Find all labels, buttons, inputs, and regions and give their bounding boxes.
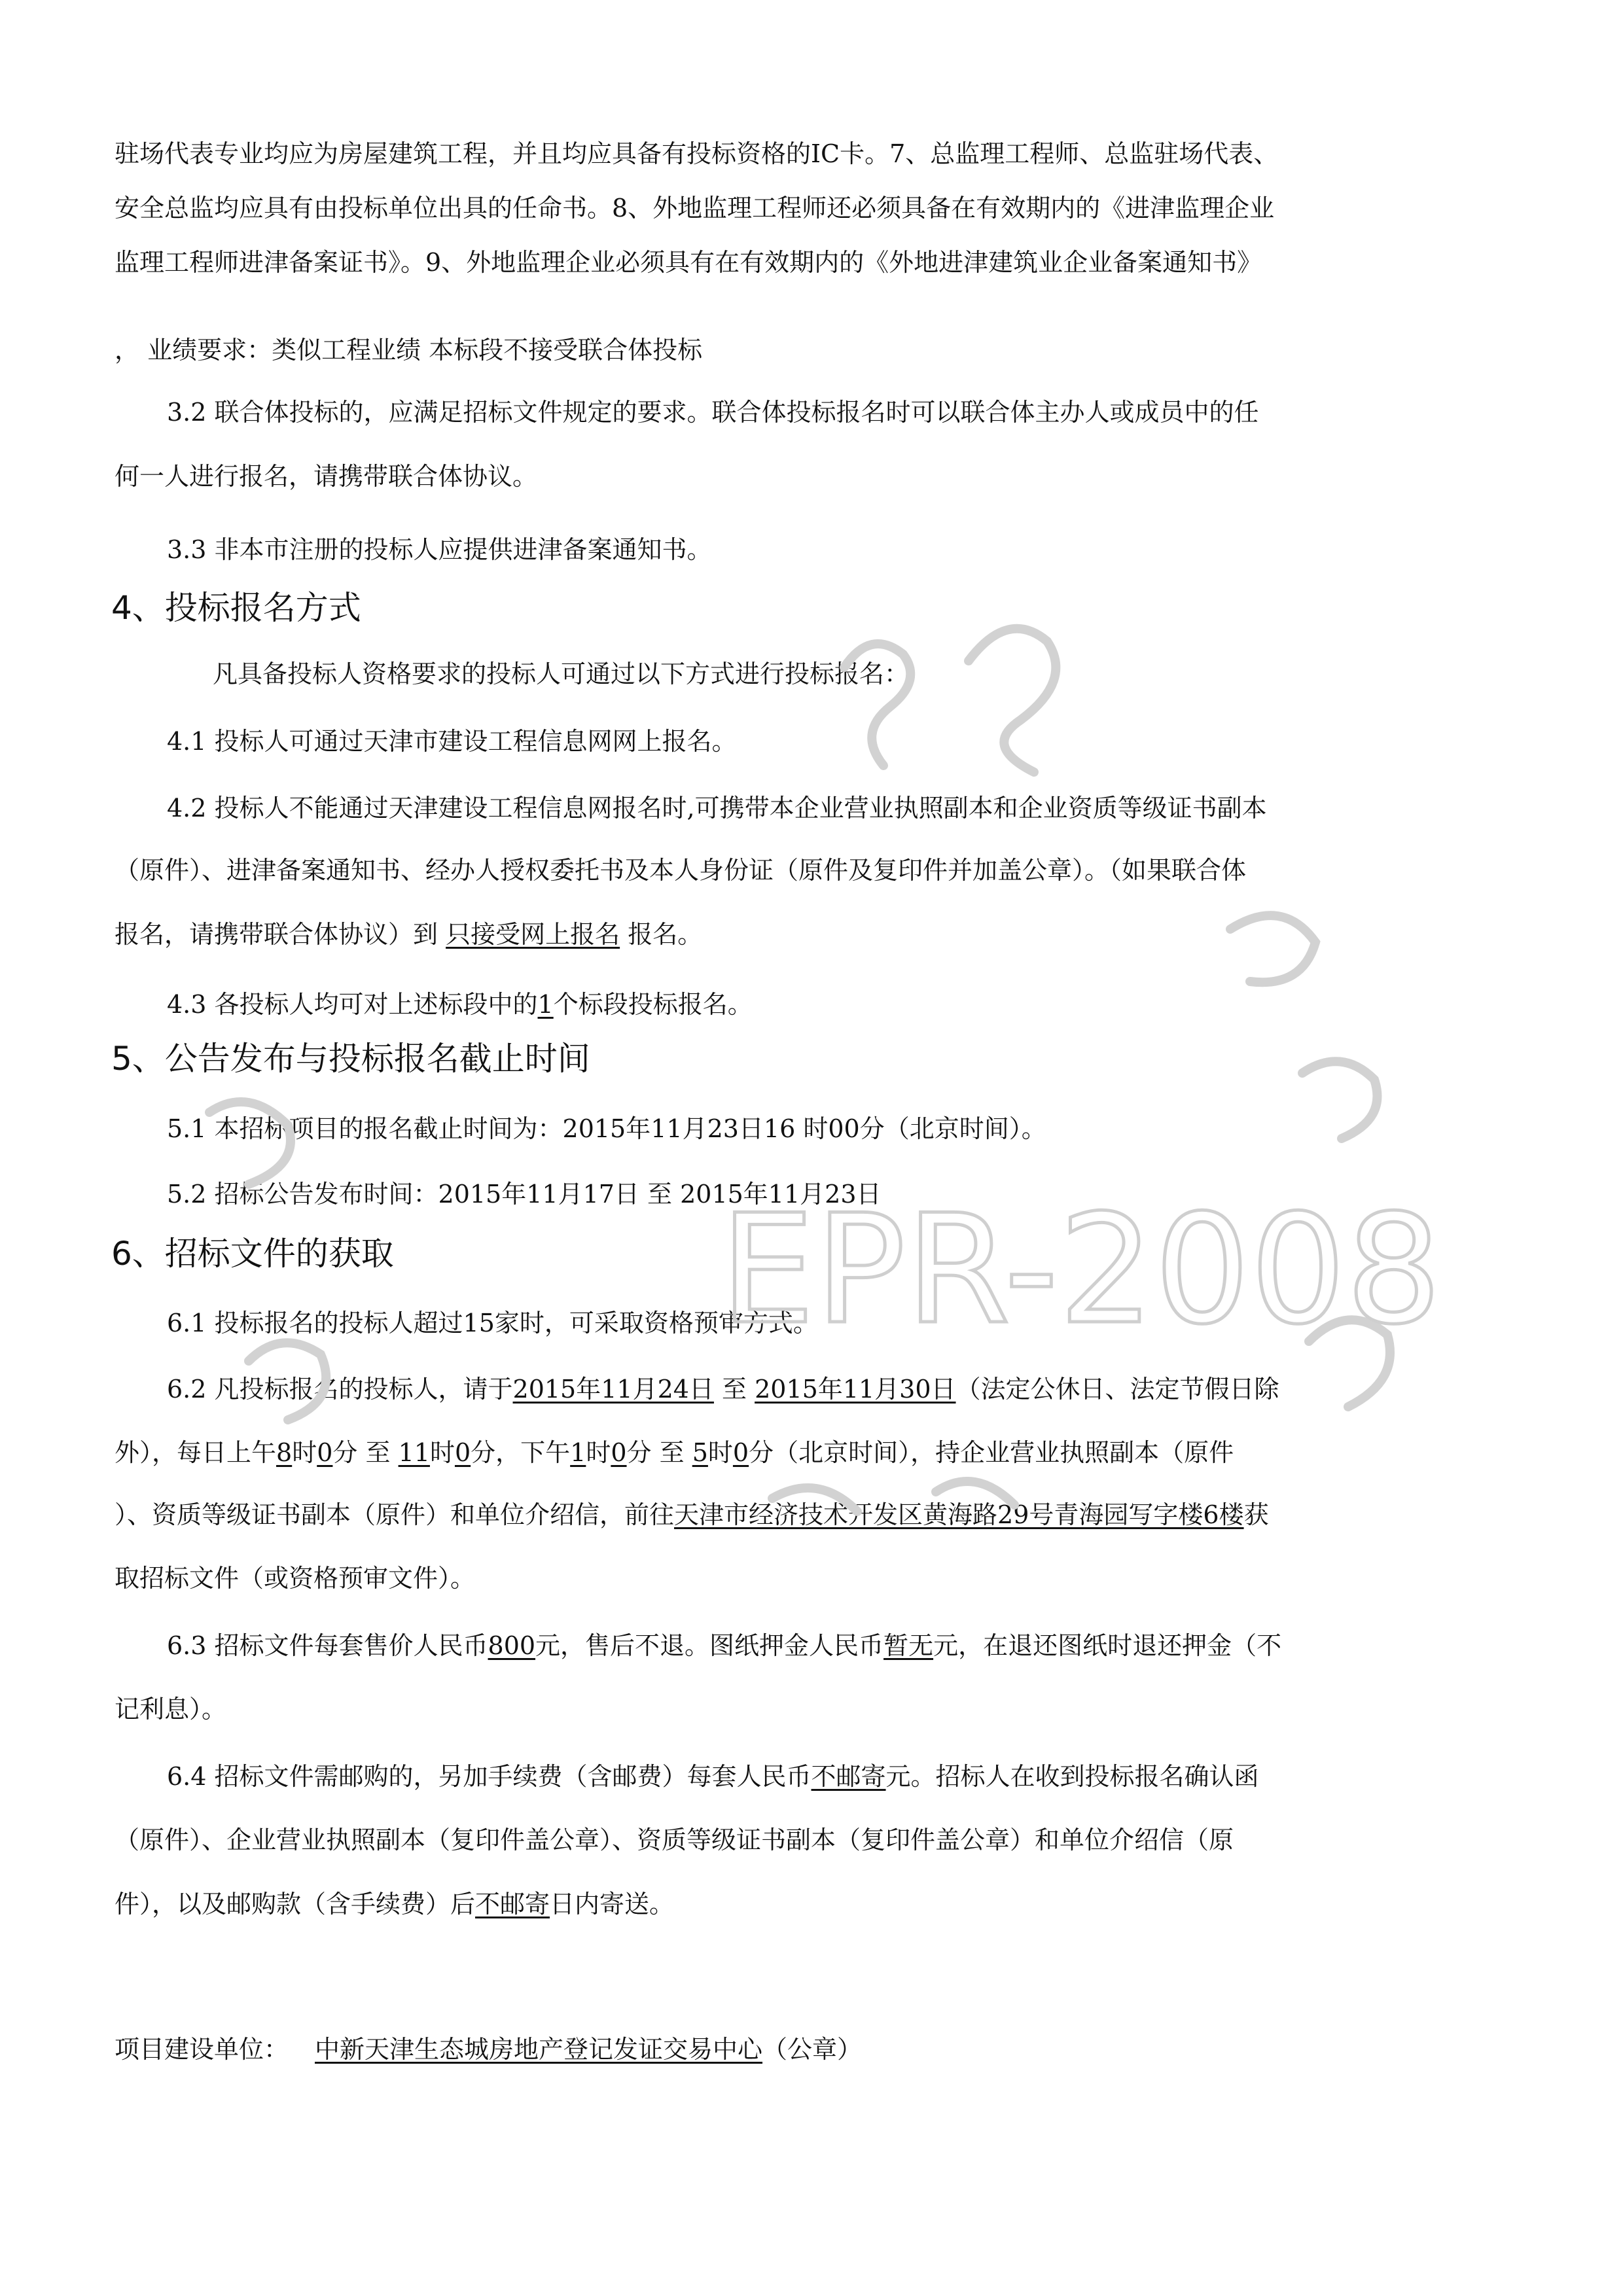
para-3-2-line-2: 何一人进行报名，请携带联合体协议。 [115,462,538,491]
text: 分（北京时间），持企业营业执照副本（原件 [749,1438,1234,1467]
text: 外），每日上午 [115,1438,277,1467]
para-6-2-line-1 [167,1373,1502,1405]
para-6-4-line-2: （原件）、企业营业执照副本（复印件盖公章）、资质等级证书副本（复印件盖公章）和单位介绍信（原 [115,1826,1234,1854]
para-6-3-line-1 [167,1629,1502,1662]
para-6-2-line-4: 取招标文件（或资格预审文件）。 [115,1564,476,1593]
footer-line [115,2033,1450,2066]
seal-label: （公章） [762,2035,863,2064]
pickup-address-field: 天津市经济技术开发区黄海路29号青海园写字楼6楼 [674,1500,1244,1529]
text: 元，售后不退。图纸押金人民币 [535,1631,884,1660]
watermark-code: EPR-2008 [720,1183,1442,1358]
para-5-1: 5.1 本招标项目的报名截止时间为：2015年11月23日16 时00分（北京时间）。 [167,1114,1046,1143]
para-6-1: 6.1 投标报名的投标人超过15家时，可采取资格预审方式。 [167,1309,818,1337]
text: 分，下午 [471,1438,571,1467]
owner-organization-field: 中新天津生态城房地产登记发证交易中心 [315,2035,763,2064]
text: 6.4 招标文件需邮购的，另加手续费（含邮费）每套人民币 [167,1762,812,1791]
para-6-2-tail: （法定公休日、法定节假日除 [955,1375,1279,1404]
drawing-deposit-field: 暂无 [883,1631,934,1660]
section3-line-3: 监理工程师进津备案证书》。9、外地监理企业必须具有在有效期内的《外地进津建筑业企业备案通知书》 [115,248,1262,277]
para-4-1: 4.1 投标人可通过天津市建设工程信息网网上报名。 [167,727,737,756]
lot-count-field: 1 [537,990,554,1019]
text: 时 [586,1438,611,1467]
text: 6.3 招标文件每套售价人民币 [167,1631,488,1660]
para-4-2-line-1: 4.2 投标人不能通过天津建设工程信息网报名时,可携带本企业营业执照副本和企业资质等级证书副本 [167,794,1267,822]
para-4-2-text: 报名，请携带联合体协议）到 [115,920,446,949]
am-start-hour-field: 8 [276,1438,293,1467]
to-label: 至 [713,1375,755,1404]
am-end-minute-field: 0 [454,1438,471,1467]
section-4-intro: 凡具备投标人资格要求的投标人可通过以下方式进行投标报名： [213,660,910,688]
para-6-2-line-2 [115,1436,1450,1469]
para-4-3-text: 4.3 各投标人均可对上述标段中的 [167,990,538,1019]
purchase-end-date-field: 2015年11月30日 [755,1375,956,1404]
section-5-heading: 5、公告发布与投标报名截止时间 [111,1040,590,1078]
para-3-2-line-1: 3.2 联合体投标的，应满足招标文件规定的要求。联合体投标报名时可以联合体主办人或成员中的任 [167,398,1259,427]
document-price-field: 800 [488,1631,536,1660]
para-5-2: 5.2 招标公告发布时间：2015年11月17日 至 2015年11月23日 [167,1180,882,1209]
mail-days-field: 不邮寄 [475,1890,550,1918]
pm-end-minute-field: 0 [732,1438,749,1467]
text: 元，在退还图纸时退还押金（不 [933,1631,1282,1660]
text: 元。招标人在收到投标报名确认函 [885,1762,1259,1791]
am-start-minute-field: 0 [317,1438,333,1467]
para-6-2-text: 6.2 凡投标报名的投标人，请于 [167,1375,513,1404]
para-6-3-line-2: 记利息）。 [115,1695,227,1723]
registration-method-field: 只接受网上报名 [446,920,620,949]
pm-end-hour-field: 5 [692,1438,708,1467]
text: 日内寄送。 [550,1890,675,1918]
section-4-heading: 4、投标报名方式 [111,589,361,627]
para-6-2-line-3 [115,1498,1450,1531]
para-4-2-tail: 报名。 [620,920,703,949]
am-end-hour-field: 11 [398,1438,430,1467]
purchase-start-date-field: 2015年11月24日 [512,1375,714,1404]
para-6-4-line-3 [115,1888,1450,1920]
section3-line-1: 驻场代表专业均应为房屋建筑工程，并且均应具备有投标资格的IC卡。7、总监理工程师、总监驻场代表、 [115,139,1279,168]
pm-start-minute-field: 0 [611,1438,627,1467]
pm-start-hour-field: 1 [570,1438,586,1467]
para-6-4-line-1 [167,1760,1502,1793]
text: 分 至 [626,1438,692,1467]
text: 分 至 [332,1438,399,1467]
text: 获 [1243,1500,1269,1529]
text: 时 [707,1438,733,1467]
para-4-2-line-3 [115,918,1450,951]
text: 时 [429,1438,455,1467]
para-4-2-line-2: （原件）、进津备案通知书、经办人授权委托书及本人身份证（原件及复印件并加盖公章）。（如果联合体 [115,856,1247,885]
text: ）、资质等级证书副本（原件）和单位介绍信，前往 [115,1500,675,1529]
section3-line-2: 安全总监均应具有由投标单位出具的任命书。8、外地监理工程师还必须具备在有效期内的《进津监理企业 [115,194,1275,222]
mail-fee-field: 不邮寄 [811,1762,886,1791]
section-6-heading: 6、招标文件的获取 [111,1235,394,1273]
owner-label: 项目建设单位： [115,2035,289,2064]
para-4-3 [167,988,1502,1021]
text: 件），以及邮购款（含手续费）后 [115,1890,476,1918]
para-4-3-tail: 个标段投标报名。 [553,990,753,1019]
section3-line-4: ， 业绩要求：类似工程业绩 本标段不接受联合体投标 [115,336,703,364]
text: 时 [292,1438,317,1467]
para-3-3: 3.3 非本市注册的投标人应提供进津备案通知书。 [167,535,712,564]
